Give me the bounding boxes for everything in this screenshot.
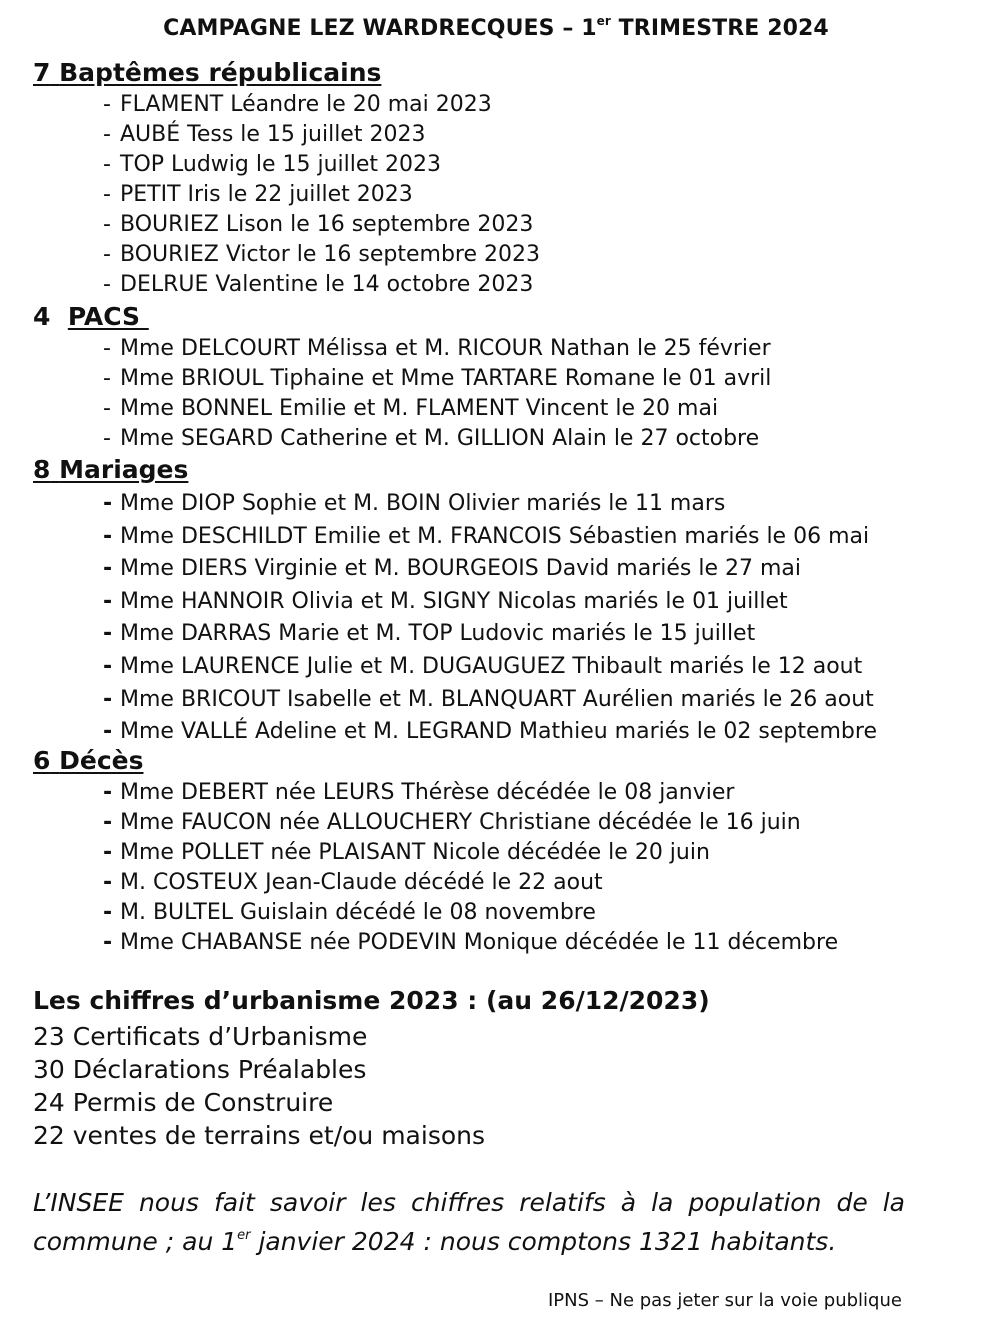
list-item-text: PETIT Iris le 22 juillet 2023 bbox=[120, 182, 413, 207]
list-item bbox=[103, 150, 540, 180]
list-item bbox=[103, 868, 838, 898]
bullet-dash: - bbox=[103, 336, 111, 361]
list-item-text: Mme HANNOIR Olivia et M. SIGNY Nicolas mariés le 01 juillet bbox=[120, 588, 788, 614]
list-item bbox=[103, 651, 877, 684]
bullet-dash: - bbox=[103, 182, 111, 207]
list-item-text: Mme DARRAS Marie et M. TOP Ludovic mariés le 15 juillet bbox=[120, 621, 756, 647]
deces-list bbox=[103, 778, 838, 958]
bullet-dash: - bbox=[103, 92, 111, 117]
bullet-dash: - bbox=[103, 840, 113, 865]
bullet-dash: - bbox=[103, 122, 111, 147]
title-text: CAMPAGNE LEZ WARDRECQUES – 1 bbox=[163, 16, 597, 41]
insee-paragraph bbox=[33, 1186, 905, 1258]
section-heading-deces: 6 Décès bbox=[33, 746, 144, 775]
list-item-text: FLAMENT Léandre le 20 mai 2023 bbox=[120, 92, 492, 117]
list-item bbox=[103, 684, 877, 717]
list-item bbox=[103, 334, 771, 364]
list-item bbox=[103, 586, 877, 619]
bullet-dash: - bbox=[103, 152, 111, 177]
section-heading-pacs: 4 PACS bbox=[33, 302, 141, 331]
list-item-text: Mme DEBERT née LEURS Thérèse décédée le 08 janvier bbox=[120, 780, 735, 805]
bullet-dash: - bbox=[103, 212, 111, 237]
list-item-text: BOURIEZ Lison le 16 septembre 2023 bbox=[120, 212, 534, 237]
section-heading-baptemes: 7 Baptêmes républicains bbox=[33, 58, 382, 87]
bullet-dash: - bbox=[103, 621, 113, 647]
list-item bbox=[103, 928, 838, 958]
list-item-text: Mme BRICOUT Isabelle et M. BLANQUART Aurélien mariés le 26 aout bbox=[120, 686, 874, 712]
bullet-dash: - bbox=[103, 491, 113, 516]
list-item bbox=[103, 808, 838, 838]
bullet-dash: - bbox=[103, 242, 111, 267]
list-item-text: AUBÉ Tess le 15 juillet 2023 bbox=[120, 122, 426, 147]
list-item-text: Mme FAUCON née ALLOUCHERY Christiane décédée le 16 juin bbox=[120, 810, 801, 835]
list-item-text: Mme LAURENCE Julie et M. DUGAUGUEZ Thibault mariés le 12 aout bbox=[120, 653, 863, 679]
bullet-dash: - bbox=[103, 556, 113, 582]
list-item bbox=[103, 778, 838, 808]
list-item-text: Mme DELCOURT Mélissa et M. RICOUR Nathan le 25 février bbox=[120, 336, 771, 361]
bullet-dash: - bbox=[103, 653, 113, 679]
bullet-dash: - bbox=[103, 272, 111, 297]
list-item-text: Mme CHABANSE née PODEVIN Monique décédée le 11 décembre bbox=[120, 930, 839, 955]
list-item-text: TOP Ludwig le 15 juillet 2023 bbox=[120, 152, 442, 177]
list-item-text: Mme VALLÉ Adeline et M. LEGRAND Mathieu mariés le 02 septembre bbox=[120, 719, 877, 745]
bullet-dash: - bbox=[103, 523, 113, 549]
list-item-text: BOURIEZ Victor le 16 septembre 2023 bbox=[120, 242, 540, 267]
list-item-text: Mme POLLET née PLAISANT Nicole décédée le 20 juin bbox=[120, 840, 710, 865]
baptemes-list bbox=[103, 90, 540, 300]
title-text-end: TRIMESTRE 2024 bbox=[610, 16, 829, 41]
list-item bbox=[103, 210, 540, 240]
list-item bbox=[103, 240, 540, 270]
pacs-list bbox=[103, 334, 771, 454]
urbanisme-item: 23 Certificats d’Urbanisme bbox=[33, 1022, 368, 1051]
list-item-text: Mme DIERS Virginie et M. BOURGEOIS David mariés le 27 mai bbox=[120, 556, 801, 582]
list-item bbox=[103, 270, 540, 300]
bullet-dash: - bbox=[103, 396, 111, 421]
list-item bbox=[103, 424, 771, 454]
footer-note: IPNS – Ne pas jeter sur la voie publique bbox=[548, 1290, 902, 1311]
list-item-text: DELRUE Valentine le 14 octobre 2023 bbox=[120, 272, 534, 297]
bullet-dash: - bbox=[103, 588, 113, 614]
list-item bbox=[103, 521, 877, 554]
bullet-dash: - bbox=[103, 870, 113, 895]
list-item bbox=[103, 553, 877, 586]
bullet-dash: - bbox=[103, 719, 113, 745]
list-item-text: M. COSTEUX Jean-Claude décédé le 22 aout bbox=[120, 870, 603, 895]
page-title bbox=[0, 14, 992, 41]
list-item-text: Mme DIOP Sophie et M. BOIN Olivier mariés le 11 mars bbox=[120, 491, 726, 516]
urbanisme-item: 30 Déclarations Préalables bbox=[33, 1055, 367, 1084]
list-item-text: Mme BONNEL Emilie et M. FLAMENT Vincent le 20 mai bbox=[120, 396, 719, 421]
urbanisme-item: 24 Permis de Construire bbox=[33, 1088, 334, 1117]
list-item bbox=[103, 364, 771, 394]
list-item-text: Mme SEGARD Catherine et M. GILLION Alain le 27 octobre bbox=[120, 426, 760, 451]
list-item-text: M. BULTEL Guislain décédé le 08 novembre bbox=[120, 900, 596, 925]
urbanisme-title: Les chiffres d’urbanisme 2023 : (au 26/12/2023) bbox=[33, 986, 710, 1015]
bullet-dash: - bbox=[103, 810, 113, 835]
section-heading-mariages: 8 Mariages bbox=[33, 455, 189, 484]
list-item bbox=[103, 716, 877, 749]
list-item bbox=[103, 180, 540, 210]
bullet-dash: - bbox=[103, 930, 113, 955]
list-item-text: Mme DESCHILDT Emilie et M. FRANCOIS Sébastien mariés le 06 mai bbox=[120, 523, 870, 549]
list-item bbox=[103, 90, 540, 120]
bullet-dash: - bbox=[103, 780, 113, 805]
list-item bbox=[103, 120, 540, 150]
list-item bbox=[103, 618, 877, 651]
bullet-dash: - bbox=[103, 686, 113, 712]
insee-line-1: L’INSEE nous fait savoir les chiffres relatifs à la population de la bbox=[33, 1188, 905, 1217]
list-item bbox=[103, 394, 771, 424]
title-superscript: er bbox=[596, 14, 611, 28]
urbanisme-item: 22 ventes de terrains et/ou maisons bbox=[33, 1121, 486, 1150]
insee-line-2: commune ; au 1er janvier 2024 : nous comptons 1321 habitants. bbox=[33, 1227, 837, 1256]
list-item bbox=[103, 488, 877, 521]
list-item bbox=[103, 898, 838, 928]
mariages-list bbox=[103, 488, 877, 749]
bullet-dash: - bbox=[103, 426, 111, 451]
list-item bbox=[103, 838, 838, 868]
list-item-text: Mme BRIOUL Tiphaine et Mme TARTARE Romane le 01 avril bbox=[120, 366, 772, 391]
bullet-dash: - bbox=[103, 366, 111, 391]
bullet-dash: - bbox=[103, 900, 113, 925]
urbanisme-list bbox=[33, 1020, 485, 1152]
